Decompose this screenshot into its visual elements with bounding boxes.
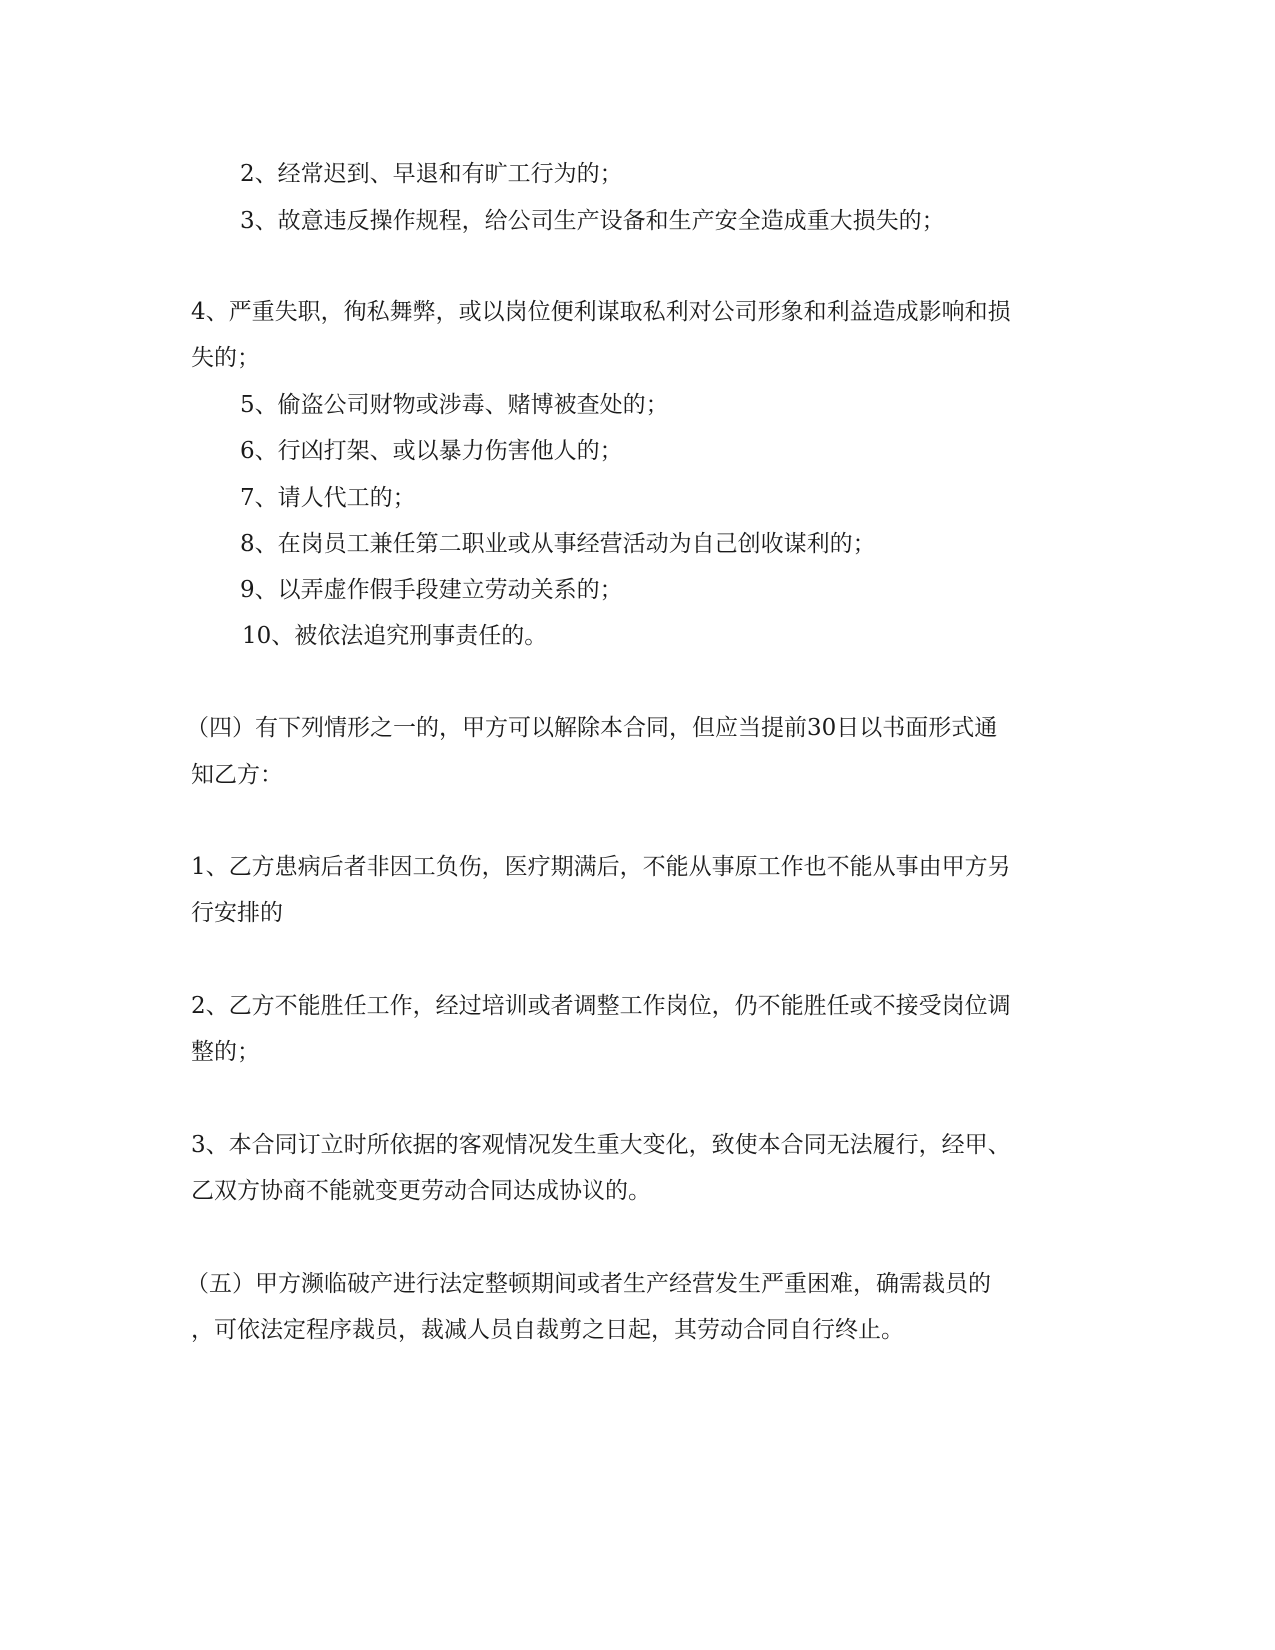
section-4-item-1-line2: 行安排的 <box>191 900 283 926</box>
clause-item-6: 6、行凶打架、或以暴力伤害他人的； <box>240 438 623 464</box>
section-5-line2: ，可依法定程序裁员，裁减人员自裁剪之日起，其劳动合同自行终止。 <box>191 1317 904 1343</box>
section-4-item-1-line1: 1、乙方患病后者非因工负伤，医疗期满后，不能从事原工作也不能从事由甲方另 <box>191 854 1011 880</box>
section-4-item-3-line1: 3、本合同订立时所依据的客观情况发生重大变化，致使本合同无法履行，经甲、 <box>191 1132 1011 1158</box>
clause-item-4-line2: 失的； <box>191 345 260 371</box>
clause-item-4-line1: 4、严重失职，徇私舞弊，或以岗位便利谋取私利对公司形象和利益造成影响和损 <box>191 299 1011 325</box>
section-4-item-2-line1: 2、乙方不能胜任工作，经过培训或者调整工作岗位，仍不能胜任或不接受岗位调 <box>191 993 1011 1019</box>
section-5-line1: （五）甲方濒临破产进行法定整顿期间或者生产经营发生严重困难，确需裁员的 <box>186 1271 991 1297</box>
clause-item-5: 5、偷盗公司财物或涉毒、赌博被查处的； <box>240 392 669 418</box>
clause-item-9: 9、以弄虚作假手段建立劳动关系的； <box>240 577 623 603</box>
clause-item-7: 7、请人代工的； <box>240 485 416 511</box>
clause-item-2: 2、经常迟到、早退和有旷工行为的； <box>240 161 623 187</box>
section-4-item-2-line2: 整的； <box>191 1039 260 1065</box>
section-4-item-3-line2: 乙双方协商不能就变更劳动合同达成协议的。 <box>191 1178 651 1204</box>
clause-item-10: 10、被依法追究刑事责任的。 <box>242 623 548 649</box>
clause-item-3: 3、故意违反操作规程，给公司生产设备和生产安全造成重大损失的； <box>240 208 945 234</box>
clause-item-8: 8、在岗员工兼任第二职业或从事经营活动为自己创收谋利的； <box>240 531 876 557</box>
section-4-heading-line2: 知乙方： <box>191 762 283 788</box>
section-4-heading-line1: （四）有下列情形之一的，甲方可以解除本合同，但应当提前30日以书面形式通 <box>186 715 998 741</box>
